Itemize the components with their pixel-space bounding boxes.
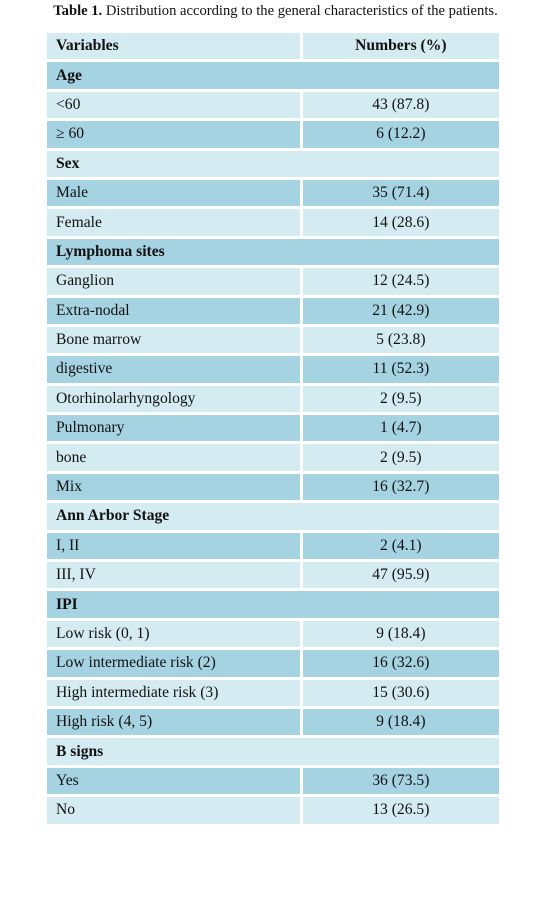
table-row [47, 180, 499, 206]
table-caption [0, 3, 551, 20]
table-row [47, 474, 499, 500]
value-cell: 12 (24.5) [303, 268, 499, 294]
variable-cell: Ganglion [47, 268, 300, 294]
variable-cell: Low intermediate risk (2) [47, 650, 300, 676]
section-label: Sex [47, 151, 499, 177]
value-cell: 1 (4.7) [303, 415, 499, 441]
value-cell: 2 (9.5) [303, 386, 499, 412]
variable-cell: III, IV [47, 562, 300, 588]
variable-cell: I, II [47, 533, 300, 559]
value-cell: 15 (30.6) [303, 680, 499, 706]
table-row [47, 356, 499, 382]
table-caption-text: Distribution according to the general characteristics of the patients. [102, 3, 498, 19]
table-row [47, 650, 499, 676]
section-row [47, 239, 499, 265]
table-row [47, 562, 499, 588]
section-label: IPI [47, 591, 499, 617]
variable-cell: High intermediate risk (3) [47, 680, 300, 706]
table-row [47, 121, 499, 147]
table-row [47, 621, 499, 647]
value-cell: 11 (52.3) [303, 356, 499, 382]
value-cell: 36 (73.5) [303, 768, 499, 794]
variable-cell: bone [47, 444, 300, 470]
table-row [47, 92, 499, 118]
table-row [47, 797, 499, 823]
variable-cell: Otorhinolarhyngology [47, 386, 300, 412]
table-container [44, 30, 502, 910]
value-cell: 16 (32.6) [303, 650, 499, 676]
table-row [47, 680, 499, 706]
header-numbers: Numbers (%) [303, 33, 499, 59]
variable-cell: Low risk (0, 1) [47, 621, 300, 647]
section-row [47, 62, 499, 88]
variable-cell: Male [47, 180, 300, 206]
variable-cell: Pulmonary [47, 415, 300, 441]
variable-cell: Mix [47, 474, 300, 500]
table-row [47, 298, 499, 324]
value-cell: 43 (87.8) [303, 92, 499, 118]
table-body [47, 33, 499, 824]
table-row [47, 533, 499, 559]
section-row [47, 503, 499, 529]
variable-cell: ≥ 60 [47, 121, 300, 147]
value-cell: 2 (9.5) [303, 444, 499, 470]
table-row [47, 386, 499, 412]
section-label: B signs [47, 738, 499, 764]
section-row [47, 151, 499, 177]
value-cell: 2 (4.1) [303, 533, 499, 559]
value-cell: 14 (28.6) [303, 209, 499, 235]
table-row [47, 327, 499, 353]
section-row [47, 591, 499, 617]
value-cell: 21 (42.9) [303, 298, 499, 324]
variable-cell: Bone marrow [47, 327, 300, 353]
table-row [47, 768, 499, 794]
table-row [47, 268, 499, 294]
value-cell: 6 (12.2) [303, 121, 499, 147]
section-label: Lymphoma sites [47, 239, 499, 265]
table-row [47, 444, 499, 470]
table-row [47, 415, 499, 441]
table-row [47, 209, 499, 235]
value-cell: 9 (18.4) [303, 621, 499, 647]
variable-cell: Yes [47, 768, 300, 794]
table-row [47, 709, 499, 735]
variable-cell: No [47, 797, 300, 823]
value-cell: 13 (26.5) [303, 797, 499, 823]
variable-cell: digestive [47, 356, 300, 382]
header-variables: Variables [47, 33, 300, 59]
variable-cell: Female [47, 209, 300, 235]
value-cell: 9 (18.4) [303, 709, 499, 735]
characteristics-table [44, 30, 502, 827]
variable-cell: High risk (4, 5) [47, 709, 300, 735]
value-cell: 35 (71.4) [303, 180, 499, 206]
section-row [47, 738, 499, 764]
value-cell: 5 (23.8) [303, 327, 499, 353]
table-caption-label: Table 1. [53, 3, 103, 19]
section-label: Age [47, 62, 499, 88]
table-header-row [47, 33, 499, 59]
section-label: Ann Arbor Stage [47, 503, 499, 529]
variable-cell: Extra-nodal [47, 298, 300, 324]
value-cell: 47 (95.9) [303, 562, 499, 588]
variable-cell: <60 [47, 92, 300, 118]
value-cell: 16 (32.7) [303, 474, 499, 500]
